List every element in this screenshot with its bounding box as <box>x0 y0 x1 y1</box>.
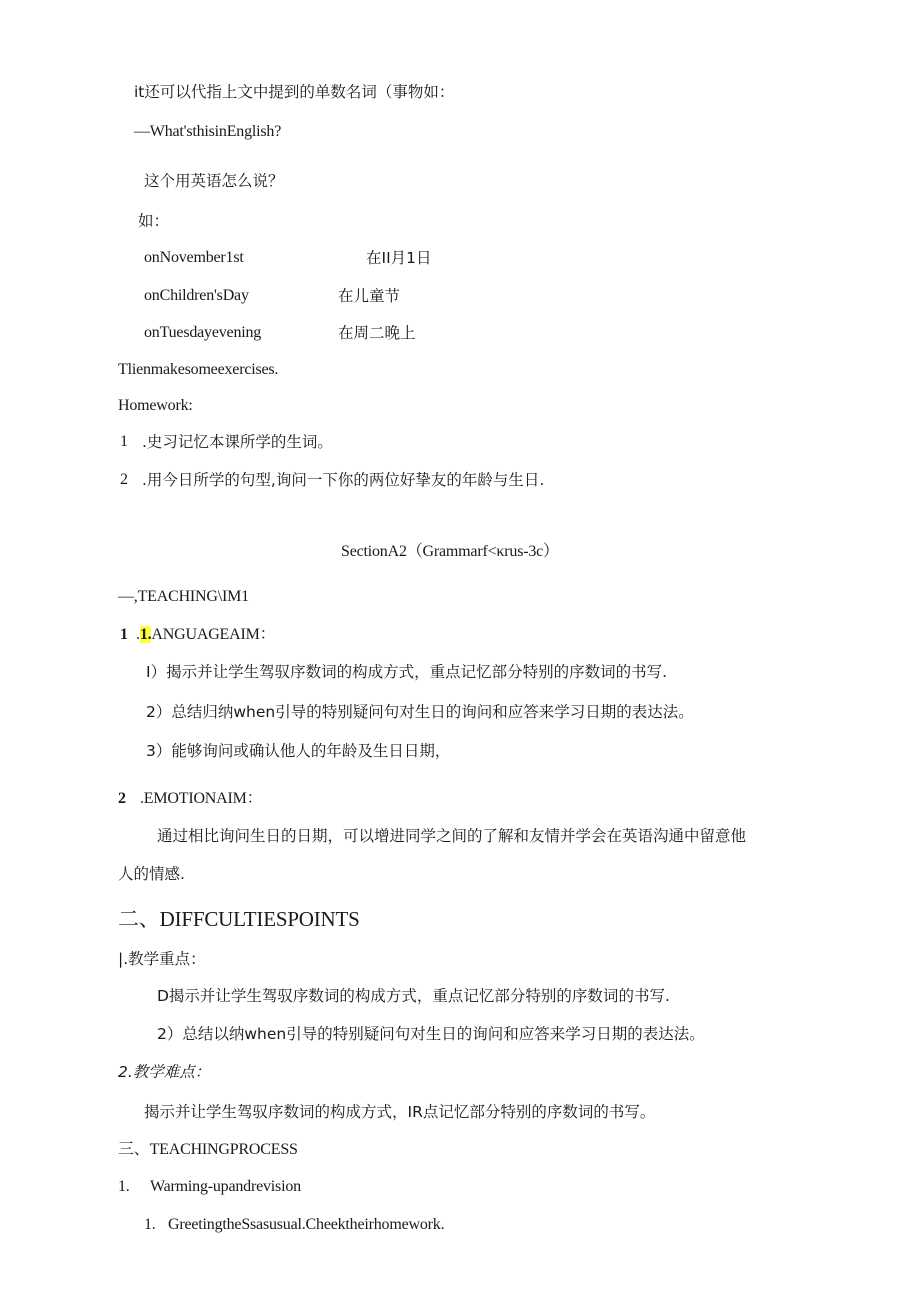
language-aim-item: 2）总结归纳when引导的特别疑问句对生日的询问和应答来学习日期的表达法。 <box>146 703 694 721</box>
date-example-cn: 在II月1日 <box>366 249 432 267</box>
list-number: 2 <box>120 471 128 488</box>
list-number: 2 <box>118 790 126 807</box>
section-title: SectionA2（Grammarf<κrus-3c） <box>341 543 559 560</box>
language-aim-item: 3）能够询问或确认他人的年龄及生日日期， <box>146 742 451 760</box>
language-aim-title: .1.ANGUAGEAIM： <box>136 626 276 643</box>
heading-teaching-process: 三、TEACHINGPROCESS <box>118 1141 298 1158</box>
list-number: 1. <box>118 1178 130 1195</box>
text-line: —What'sthisinEnglish? <box>134 123 282 140</box>
date-example-en: onNovember1st <box>144 249 244 266</box>
list-number: 1 <box>120 433 128 450</box>
date-example-en: onTuesdayevening <box>144 324 262 341</box>
homework-item: .用今日所学的句型,询问一下你的两位好挚友的年龄与生日. <box>142 471 545 489</box>
key-point-item: D揭示并让学生驾驭序数词的构成方式，重点记忆部分特别的序数词的书写. <box>157 987 670 1005</box>
paragraph-line: 人的情感. <box>118 865 185 883</box>
homework-heading: Homework: <box>118 397 193 414</box>
difficult-point-item: 揭示并让学生驾驭序数词的构成方式，IR点记忆部分特别的序数词的书写。 <box>144 1103 656 1121</box>
language-aim-item: I）揭示并让学生驾驭序数词的构成方式，重点记忆部分特别的序数词的书写. <box>146 663 668 681</box>
heading-difficulties: 二、DIFFCULTIESPOINTS <box>118 907 360 931</box>
highlight-mark: 1. <box>139 626 152 643</box>
difficult-points-title: 2.教学难点： <box>118 1063 211 1081</box>
emotion-aim-title: .EMOTIONAIM： <box>140 790 263 807</box>
list-number: 1. <box>144 1216 156 1233</box>
key-point-item: 2）总结以纳when引导的特别疑问句对生日的询问和应答来学习日期的表达法。 <box>157 1025 705 1043</box>
paragraph-line: 通过相比询问生日的日期，可以增进同学之间的了解和友情并学会在英语沟通中留意他 <box>157 827 747 845</box>
heading-teaching-aim: —,TEACHING\IM1 <box>118 588 249 605</box>
text-line: 如： <box>138 212 170 230</box>
process-substep: GreetingtheSsasusual.Cheektheirhomework. <box>168 1216 445 1233</box>
key-points-title: |.教学重点： <box>118 950 206 968</box>
list-number: 1 <box>120 626 128 643</box>
homework-item: .史习记忆本课所学的生词。 <box>142 433 333 451</box>
language-aim-label: ANGUAGEAIM： <box>151 626 276 643</box>
date-example-cn: 在周二晚上 <box>338 324 416 342</box>
text-line: it还可以代指上文中提到的单数名词（事物如： <box>134 83 455 101</box>
text-line: 这个用英语怎么说？ <box>144 172 284 190</box>
date-example-en: onChildren'sDay <box>144 287 249 304</box>
text-line: Tlienmakesomeexercises. <box>118 361 279 378</box>
date-example-cn: 在儿童节 <box>338 287 401 305</box>
process-step: Warming-upandrevision <box>150 1178 301 1195</box>
